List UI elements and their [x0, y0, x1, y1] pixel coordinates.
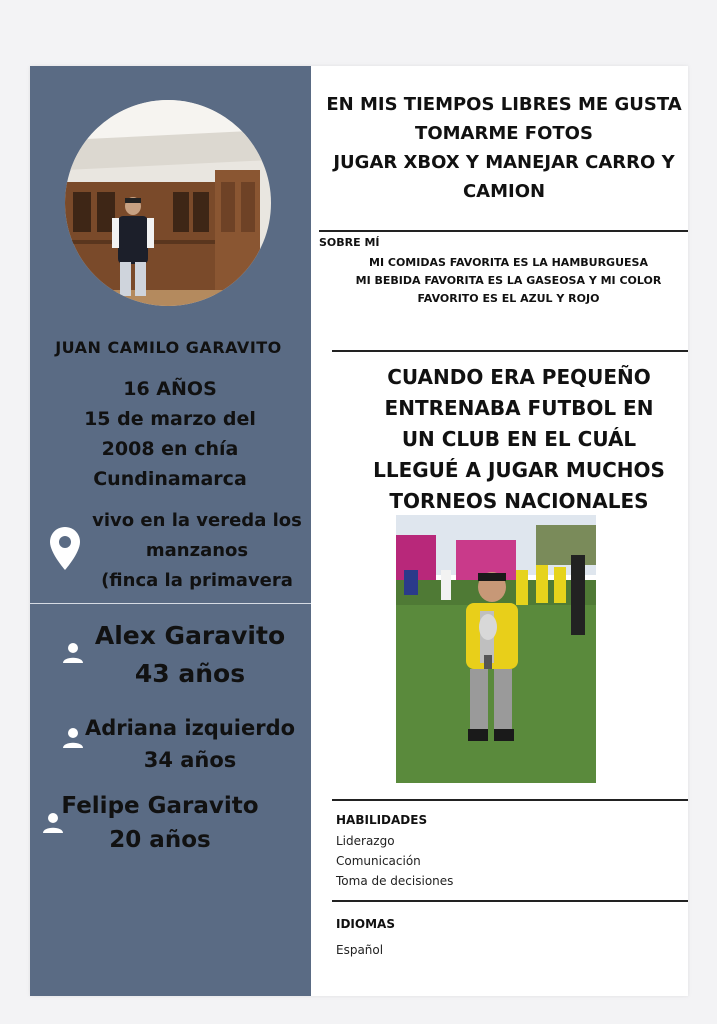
map-pin-icon	[48, 526, 82, 572]
profile-photo	[65, 100, 271, 306]
skill-item: Comunicación	[336, 854, 421, 868]
main-content	[311, 66, 688, 996]
family-age: 34 años	[143, 748, 237, 772]
hobbies-line: EN MIS TIEMPOS LIBRES ME GUSTA	[326, 94, 682, 115]
family-member	[60, 712, 320, 776]
location-info	[85, 506, 309, 596]
family-member	[60, 617, 320, 693]
skill-item: Toma de decisiones	[336, 874, 454, 888]
languages-heading: IDIOMAS	[336, 917, 395, 931]
hobbies-line: JUGAR XBOX Y MANEJAR CARRO Y	[333, 152, 675, 173]
section-divider	[332, 900, 688, 902]
family-name: Alex Garavito	[94, 621, 286, 650]
location-line: manzanos	[145, 540, 249, 561]
family-age: 20 años	[109, 827, 211, 853]
birth-line: Cundinamarca	[93, 468, 247, 490]
childhood-line: TORNEOS NACIONALES	[389, 489, 649, 513]
skills-heading: HABILIDADES	[336, 813, 428, 827]
section-divider	[319, 230, 688, 232]
hobbies-line: TOMARME FOTOS	[415, 123, 593, 144]
childhood-line: CUANDO ERA PEQUEÑO	[387, 365, 651, 389]
birth-line: 15 de marzo del	[84, 408, 256, 430]
about-line: FAVORITO ES EL AZUL Y ROJO	[417, 292, 600, 305]
birth-info	[75, 374, 265, 494]
location-line: (finca la primavera	[101, 570, 293, 591]
hobbies-section	[319, 90, 689, 206]
family-name: Adriana izquierdo	[84, 716, 296, 740]
about-heading: SOBRE MÍ	[319, 236, 380, 249]
football-photo	[396, 515, 596, 783]
hobbies-line: CAMION	[462, 181, 546, 202]
section-divider	[332, 350, 688, 352]
about-line: MI COMIDAS FAVORITA ES LA HAMBURGUESA	[369, 256, 648, 269]
about-line: MI BEBIDA FAVORITA ES LA GASEOSA Y MI COLOR	[355, 274, 662, 287]
section-divider	[332, 799, 688, 801]
resume-page	[30, 66, 688, 996]
language-item: Español	[336, 943, 384, 957]
family-name: Felipe Garavito	[61, 793, 259, 819]
skill-item: Liderazgo	[336, 834, 395, 848]
about-text	[331, 254, 686, 308]
birth-line: 2008 en chía	[101, 438, 239, 460]
profile-name: JUAN CAMILO GARAVITO	[55, 338, 282, 357]
birth-line: 16 AÑOS	[123, 378, 217, 400]
family-age: 43 años	[134, 659, 246, 688]
sidebar-divider	[30, 603, 311, 604]
childhood-line: UN CLUB EN EL CUÁL	[401, 427, 637, 451]
family-member	[30, 789, 290, 857]
location-line: vivo en la vereda los	[92, 510, 302, 531]
childhood-line: ENTRENABA FUTBOL EN	[384, 396, 654, 420]
childhood-line: LLEGUÉ A JUGAR MUCHOS	[373, 458, 665, 482]
childhood-section	[339, 362, 699, 517]
sidebar	[30, 66, 311, 996]
